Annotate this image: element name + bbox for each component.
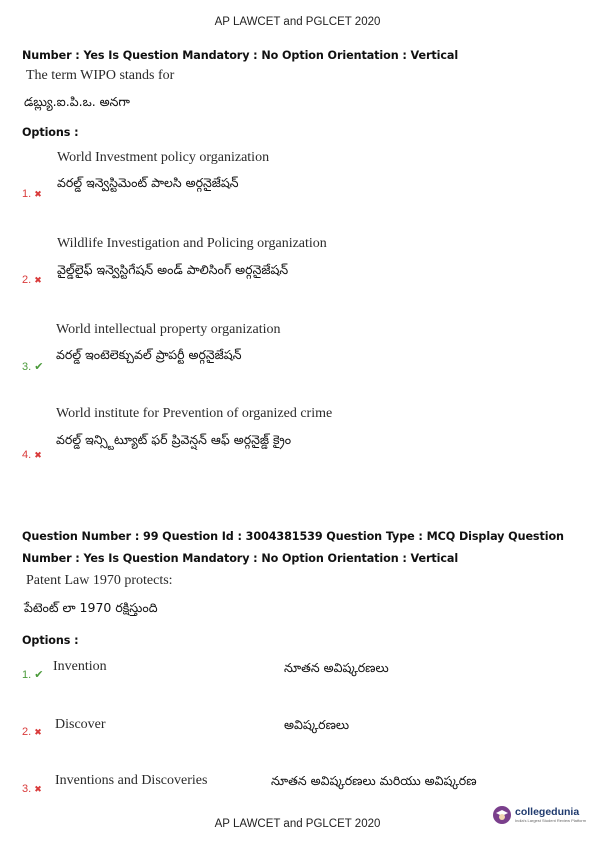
option-1-number: 1. ✔ [22, 669, 44, 681]
wrong-mark-icon: ✖ [34, 189, 42, 199]
option-3-english: Inventions and Discoveries [55, 773, 208, 788]
collegedunia-logo [493, 806, 586, 824]
option-1-english: Invention [53, 659, 107, 674]
page-footer: AP LAWCET and PGLCET 2020 [214, 818, 381, 830]
page-header: AP LAWCET and PGLCET 2020 [214, 16, 381, 28]
wrong-mark-icon: ✖ [34, 784, 42, 794]
option-2-number: 2. ✖ [22, 274, 42, 286]
wrong-mark-icon: ✖ [34, 727, 42, 737]
option-2-telugu: అవిష్కరణలు [284, 717, 350, 732]
option-3-number: 3. ✖ [22, 783, 42, 795]
question-text-telugu: పేటెంట్ లా 1970 రక్షిస్తుంది [24, 600, 158, 615]
option-2-english: Discover [55, 717, 106, 732]
option-2-english: Wildlife Investigation and Policing organization [57, 236, 327, 251]
wrong-mark-icon: ✖ [34, 450, 42, 460]
logo-tagline: India's Largest Student Review Platform [515, 818, 587, 823]
options-label: Options : [22, 634, 79, 647]
question-meta: Number : Yes Is Question Mandatory : No Option Orientation : Vertical [22, 49, 459, 62]
option-4-number: 4. ✖ [22, 449, 42, 461]
question-text-english: The term WIPO stands for [26, 68, 175, 83]
option-1-number: 1. ✖ [22, 188, 42, 200]
question-text-telugu: డబ్ల్యు.ఐ.పి.ఒ. అనగా [24, 94, 130, 109]
option-3-english: World intellectual property organization [56, 322, 281, 337]
option-4-telugu: వరల్డ్ ఇన్స్టిట్యూట్ ఫర్ ప్రివెన్షన్ ఆఫ్ అర్గనైజ్డ్ క్రైం [56, 432, 292, 447]
option-3-number: 3. ✔ [22, 361, 44, 373]
option-2-number: 2. ✖ [22, 726, 42, 738]
option-1-telugu: వరల్డ్ ఇన్వెస్టిమెంట్ పాలసి అర్గనైజేషన్ [57, 175, 239, 190]
option-3-telugu: నూతన అవిష్కరణలు మరియు అవిష్కరణ [271, 773, 477, 788]
correct-check-icon: ✔ [34, 361, 44, 373]
option-1-telugu: నూతన అవిష్కరణలు [284, 660, 389, 675]
options-label: Options : [22, 126, 79, 139]
graduate-avatar-icon [493, 806, 511, 824]
logo-name: collegedunia [515, 806, 580, 818]
question-meta-line-1: Question Number : 99 Question Id : 3004381539 Question Type : MCQ Display Question [22, 530, 564, 543]
option-3-telugu: వరల్డ్ ఇంటెలెక్చువల్ ప్రాపర్టీ అర్గనైజేషన్ [56, 347, 242, 362]
question-meta-line-2: Number : Yes Is Question Mandatory : No Option Orientation : Vertical [22, 552, 459, 565]
wrong-mark-icon: ✖ [34, 275, 42, 285]
question-text-english: Patent Law 1970 protects: [26, 573, 173, 588]
option-2-telugu: వైల్డ్‌లైఫ్ ఇన్వెస్టిగేషన్ అండ్ పాలిసింగ్ అర్గనైజేషన్ [57, 262, 289, 277]
option-4-english: World institute for Prevention of organized crime [56, 406, 333, 421]
correct-check-icon: ✔ [34, 669, 44, 681]
option-1-english: World Investment policy organization [57, 150, 270, 165]
